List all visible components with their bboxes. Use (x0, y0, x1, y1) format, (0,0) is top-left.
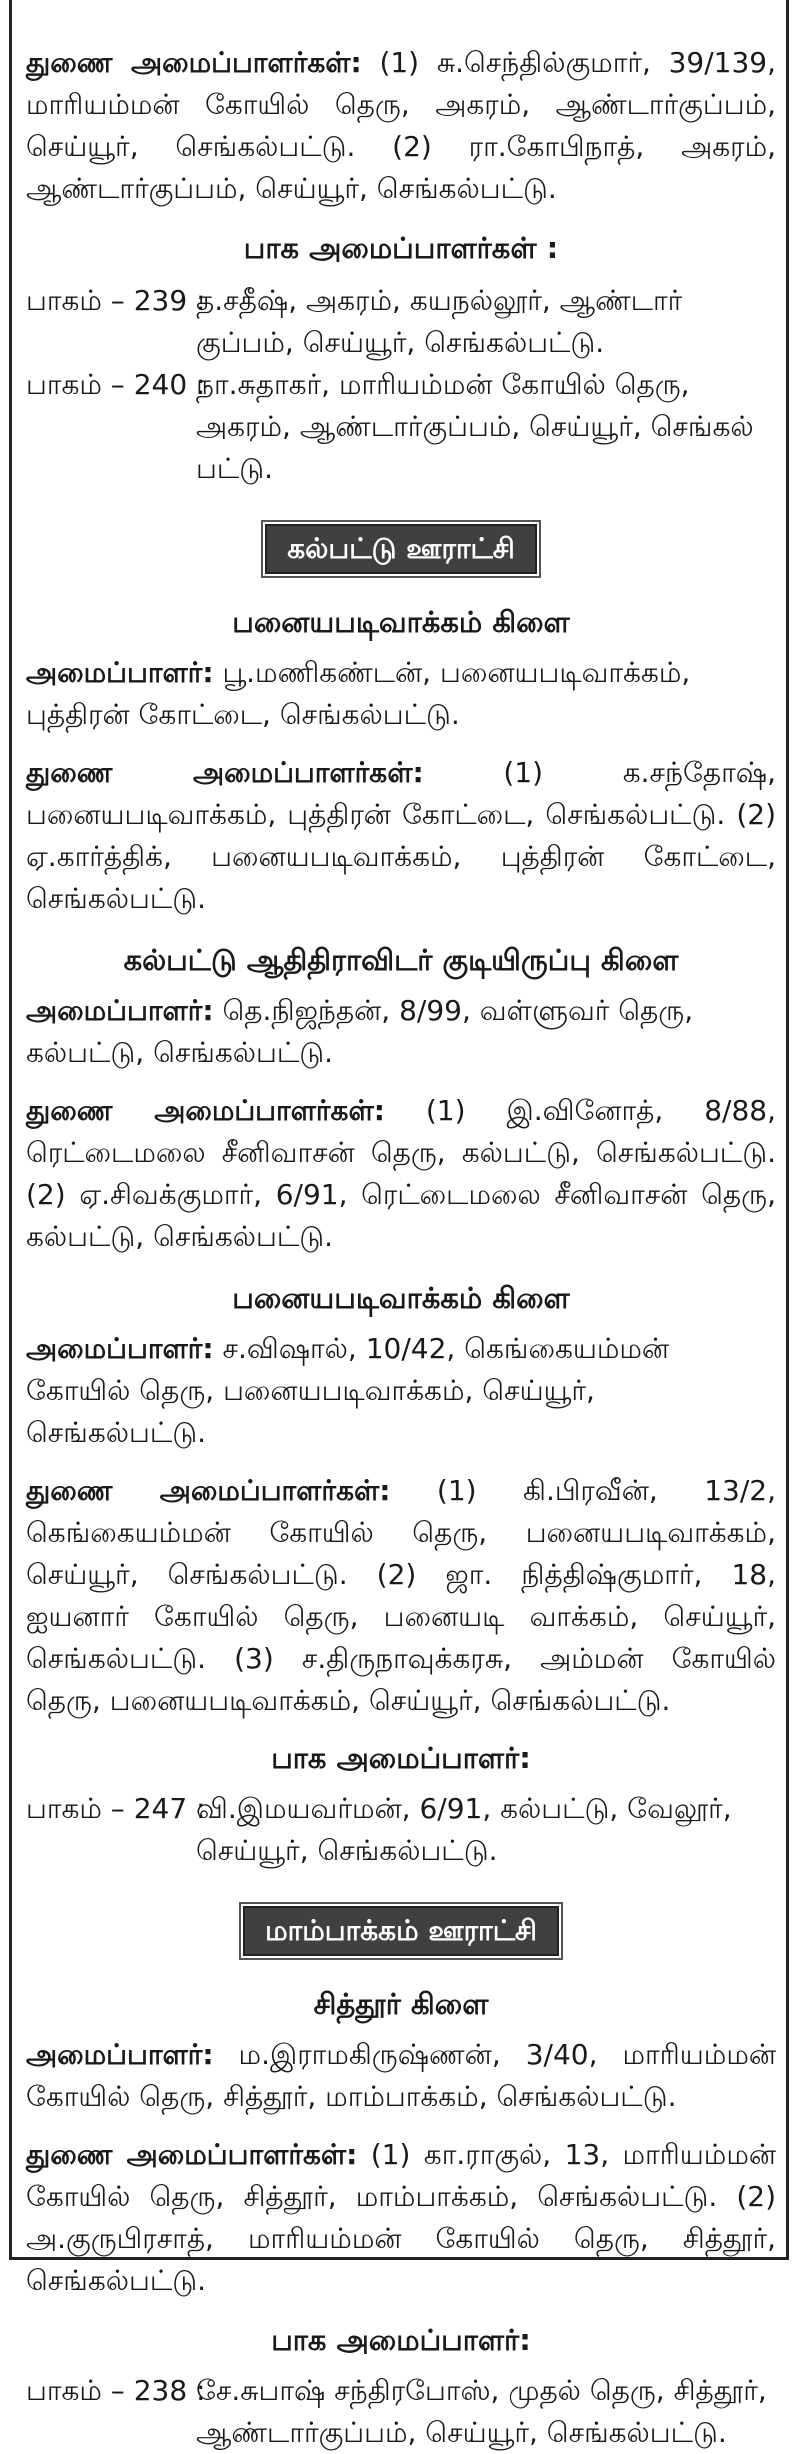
organizer-paragraph (26, 990, 776, 1074)
part-organizer-text: த.சதீஷ், அகரம், கயநல்லூர், ஆண்டார் குப்பம், செய்யூர், செங்கல்பட்டு. (196, 284, 683, 359)
organizer-paragraph (26, 652, 776, 736)
organizer-label: அமைப்பாளர்: (26, 994, 214, 1027)
organizer-paragraph (26, 1328, 776, 1454)
panchayat-heading-wrap (26, 524, 776, 574)
part-entry (26, 1788, 776, 1872)
part-organizer-text: வி.இமயவர்மன், 6/91, கல்பட்டு, வேலூர், செய்யூர், செங்கல்பட்டு. (196, 1792, 732, 1867)
organizer-text: பூ.மணிகண்டன், பனையபடிவாக்கம், புத்திரன் கோட்டை, செங்கல்பட்டு. (26, 656, 691, 731)
part-entry (26, 364, 776, 490)
panchayat-heading: கல்பட்டு ஊராட்சி (265, 524, 537, 574)
deputy-organizers-paragraph (26, 1470, 776, 1722)
panchayat-heading: மாம்பாக்கம் ஊராட்சி (243, 1906, 559, 1956)
article-body (26, 0, 776, 2454)
organizer-label: அமைப்பாளர்: (26, 1332, 214, 1365)
part-organizer-text: நா.சுதாகர், மாரியம்மன் கோயில் தெரு, அகரம், ஆண்டார்குப்பம், செய்யூர், செங்கல் பட்டு. (196, 368, 754, 485)
part-number: பாகம் – 247 : (26, 1792, 206, 1825)
organizer-paragraph (26, 2034, 776, 2118)
part-organizers-heading: பாக அமைப்பாளர்: (271, 2323, 531, 2357)
part-entry (26, 2370, 776, 2454)
panchayat-heading-wrap (26, 1906, 776, 1956)
deputy-organizers-text: (1) இ.வினோத், 8/88, ரெட்டைமலை சீனிவாசன் தெரு, கல்பட்டு, செங்கல்பட்டு. (2) ஏ.சிவக்குமார், 6/91, ரெட்டைமலை சீனிவாசன் தெரு, கல்பட்டு, செங்கல்பட்டு. (26, 1094, 776, 1253)
deputy-organizers-text: (1) கா.ராகுல், 13, மாரியம்மன் கோயில் தெரு, சித்தூர், மாம்பாக்கம், செங்கல்பட்டு. (2) அ.குருபிரசாத், மாரியம்மன் கோயில் தெரு, சித்தூர், செங்கல்பட்டு. (26, 2138, 777, 2297)
deputy-organizers-paragraph (26, 2134, 776, 2302)
organizer-text: ம.இராமகிருஷ்ணன், 3/40, மாரியம்மன் கோயில் தெரு, சித்தூர், மாம்பாக்கம், செங்கல்பட்டு. (26, 2038, 776, 2113)
deputy-organizers-label: துணை அமைப்பாளர்கள்: (26, 2138, 358, 2171)
deputy-organizers-label: துணை அமைப்பாளர்கள்: (26, 756, 424, 789)
deputy-organizers-paragraph (26, 42, 776, 210)
part-number: பாகம் – 238 : (26, 2374, 206, 2407)
organizer-text: தெ.நிஜந்தன், 8/99, வள்ளுவர் தெரு, கல்பட்டு, செங்கல்பட்டு. (26, 994, 694, 1069)
deputy-organizers-label: துணை அமைப்பாளர்கள்: (26, 46, 362, 79)
deputy-organizers-label: துணை அமைப்பாளர்கள்: (26, 1094, 385, 1127)
part-organizers-heading: பாக அமைப்பாளர்: (271, 1741, 531, 1775)
part-number: பாகம் – 240 : (26, 368, 206, 401)
part-organizers-heading: பாக அமைப்பாளர்கள் : (243, 231, 559, 265)
branch-title: பனையபடிவாக்கம் கிளை (232, 605, 570, 639)
deputy-organizers-paragraph (26, 1090, 776, 1258)
deputy-organizers-text: (1) சு.செந்தில்குமார், 39/139, மாரியம்மன் கோயில் தெரு, அகரம், ஆண்டார்குப்பம், செய்யூர், செங்கல்பட்டு. (2) ரா.கோபிநாத், அகரம், ஆண்டார்குப்பம், செய்யூர், செங்கல்பட்டு. (26, 46, 776, 205)
organizer-label: அமைப்பாளர்: (26, 2038, 214, 2071)
branch-title: சித்தூர் கிளை (313, 1987, 489, 2021)
deputy-organizers-text: (1) கி.பிரவீன், 13/2, கெங்கையம்மன் கோயில் தெரு, பனையபடிவாக்கம், செய்யூர், செங்கல்பட்டு. (2) ஜா. நித்திஷ்குமார், 18, ஐயனார் கோயில் தெரு, பனையடி வாக்கம், செய்யூர், செங்கல்பட்டு. (3) ச.திருநாவுக்கரசு, அம்மன் கோயில் தெரு, பனையபடிவாக்கம், செய்யூர், செங்கல்பட்டு. (26, 1474, 776, 1717)
part-number: பாகம் – 239 : (26, 284, 206, 317)
branch-title: பனையபடிவாக்கம் கிளை (232, 1281, 570, 1315)
deputy-organizers-paragraph (26, 752, 776, 920)
deputy-organizers-text: (1) க.சந்தோஷ், பனையபடிவாக்கம், புத்திரன் கோட்டை, செங்கல்பட்டு. (2) ஏ.கார்த்திக், பனையபடிவாக்கம், புத்திரன் கோட்டை, செங்கல்பட்டு. (26, 756, 776, 915)
part-entry (26, 280, 776, 364)
organizer-text: ச.விஷால், 10/42, கெங்கையம்மன் கோயில் தெரு, பனையபடிவாக்கம், செய்யூர், செங்கல்பட்டு. (26, 1332, 670, 1449)
part-organizer-text: சே.சுபாஷ் சந்திரபோஸ், முதல் தெரு, சித்தூர், ஆண்டார்குப்பம், செய்யூர், செங்கல்பட்டு. (196, 2374, 767, 2449)
deputy-organizers-label: துணை அமைப்பாளர்கள்: (26, 1474, 391, 1507)
organizer-label: அமைப்பாளர்: (26, 656, 214, 689)
branch-title: கல்பட்டு ஆதிதிராவிடர் குடியிருப்பு கிளை (123, 943, 679, 977)
